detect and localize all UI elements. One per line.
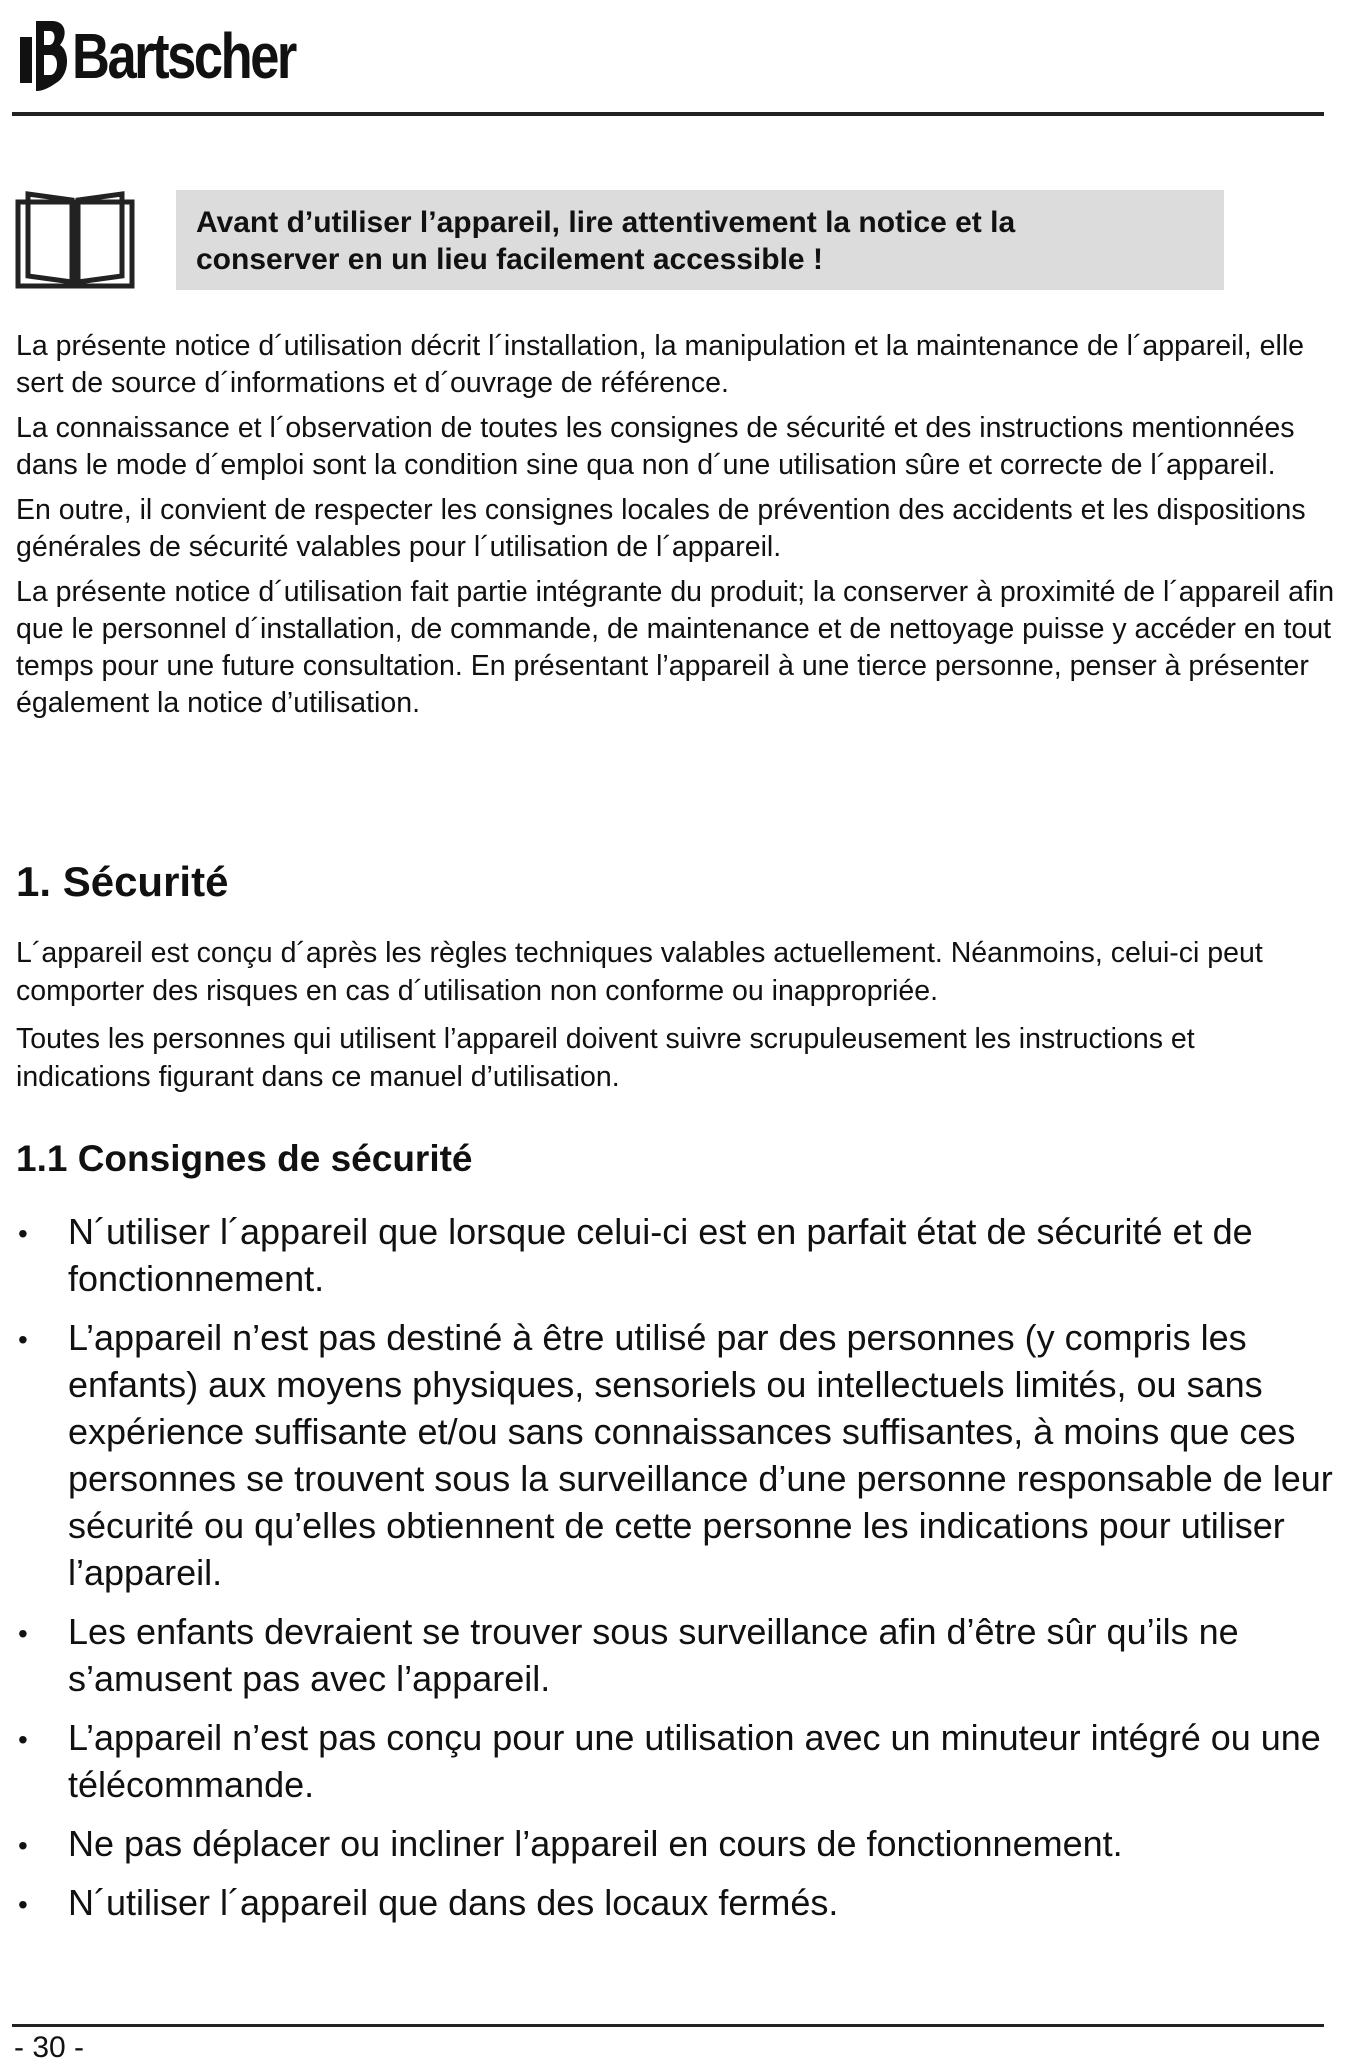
- intro-text: [16, 328, 1336, 730]
- brand-name: Bartscher: [72, 20, 295, 92]
- section-title: 1. Sécurité: [16, 858, 229, 905]
- list-item: [16, 1314, 1356, 1596]
- bullet-icon: •: [18, 1724, 28, 1755]
- section-paragraph: L´appareil est conçu d´après les règles techniques valables actuellement. Néanmoins, celui-ci peut comporter des risques en cas d´utilisation non conforme ou inappropriée.: [16, 937, 1263, 1007]
- list-item: [16, 1714, 1356, 1808]
- section-paragraph: Toutes les personnes qui utilisent l’appareil doivent suivre scrupuleusement les instructions et indications figurant dans ce manuel d’utilisation.: [16, 1023, 1195, 1093]
- page-number: - 30 -: [14, 2031, 85, 2064]
- notice-line-1: Avant d’utiliser l’appareil, lire attentivement la notice et la: [196, 206, 1016, 239]
- notice-box: [176, 190, 1224, 290]
- list-item: [16, 1879, 1356, 1926]
- subsection-title: 1.1 Consignes de sécurité: [16, 1138, 473, 1179]
- list-item: [16, 1608, 1356, 1702]
- section-text: [16, 934, 1336, 1106]
- list-item-text: N´utiliser l´appareil que lorsque celui-ci est en parfait état de sécurité et de fonctionnement.: [68, 1211, 1253, 1299]
- notice-line-2: conserver en un lieu facilement accessible !: [196, 243, 823, 276]
- bullet-icon: •: [18, 1324, 28, 1355]
- list-item: [16, 1208, 1356, 1302]
- bullet-icon: •: [18, 1889, 28, 1920]
- intro-paragraph: La présente notice d´utilisation fait partie intégrante du produit; la conserver à proximité de l´appareil afin que le personnel d´installation, de commande, de maintenance et de nettoyage puisse y accéder en tout temps pour une future consultation. En présentant l’appareil à une tierce personne, penser à présenter également la notice d’utilisation.: [16, 576, 1335, 719]
- intro-paragraph: La connaissance et l´observation de toutes les consignes de sécurité et des instructions mentionnées dans le mode d´emploi sont la condition sine qua non d´une utilisation sûre et correcte de l´appareil.: [16, 412, 1295, 481]
- bullet-icon: •: [18, 1618, 28, 1649]
- list-item: [16, 1820, 1356, 1867]
- intro-paragraph: En outre, il convient de respecter les consignes locales de prévention des accidents et les dispositions générales de sécurité valables pour l´utilisation de l´appareil.: [16, 494, 1306, 563]
- bartscher-logo-icon: [18, 17, 70, 95]
- bullet-icon: •: [18, 1830, 28, 1861]
- list-item-text: Ne pas déplacer ou incliner l’appareil en cours de fonctionnement.: [68, 1823, 1123, 1864]
- header-divider: [12, 112, 1324, 116]
- safety-list: [16, 1208, 1356, 1938]
- intro-paragraph: La présente notice d´utilisation décrit l´installation, la manipulation et la maintenance de l´appareil, elle sert de source d´informations et d´ouvrage de référence.: [16, 330, 1304, 399]
- bullet-icon: •: [18, 1218, 28, 1249]
- list-item-text: Les enfants devraient se trouver sous surveillance afin d’être sûr qu’ils ne s’amusent pas avec l’appareil.: [68, 1611, 1239, 1699]
- brand-logo: [18, 8, 344, 104]
- list-item-text: N´utiliser l´appareil que dans des locaux fermés.: [68, 1882, 839, 1923]
- open-book-icon: [14, 188, 136, 290]
- list-item-text: L’appareil n’est pas destiné à être utilisé par des personnes (y compris les enfants) aux moyens physiques, sensoriels ou intellectuels limités, ou sans expérience suffisante et/ou sans connaissances suffisantes, à moins que ces personnes se trouvent sous la surveillance d’une personne responsable de leur sécurité ou qu’elles obtiennent de cette personne les indications pour utiliser l’appareil.: [68, 1317, 1333, 1593]
- footer-divider: [12, 2024, 1324, 2027]
- list-item-text: L’appareil n’est pas conçu pour une utilisation avec un minuteur intégré ou une télécommande.: [68, 1717, 1321, 1805]
